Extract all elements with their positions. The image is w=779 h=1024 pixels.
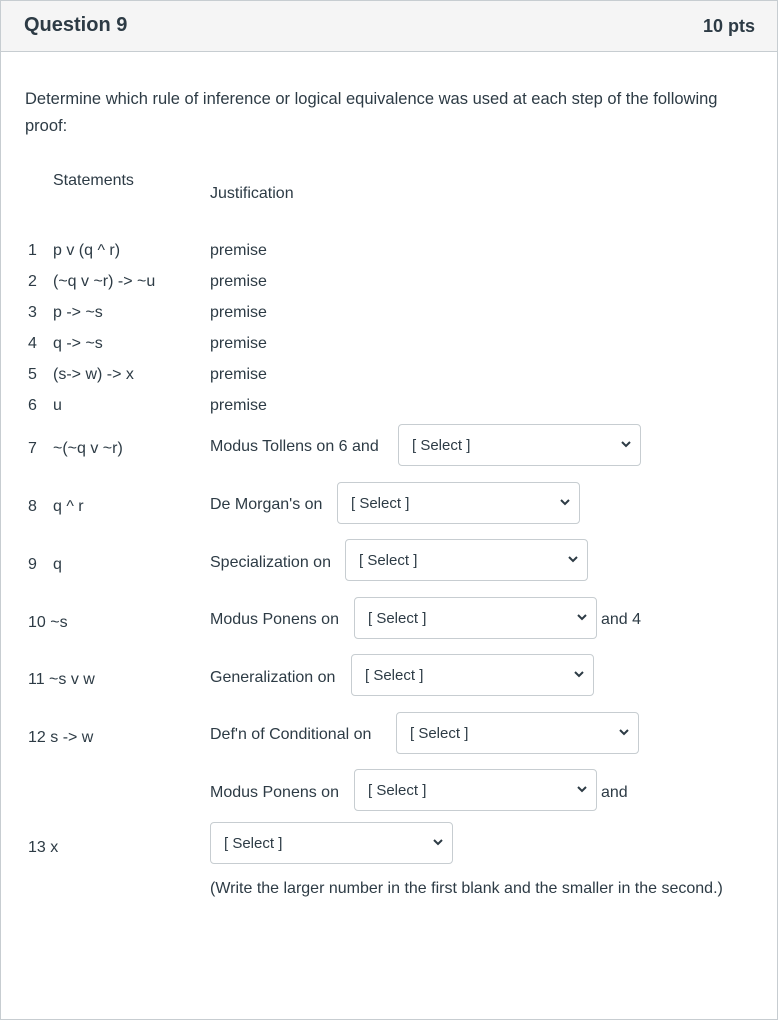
row-13-select-second-value: [ Select ] bbox=[224, 834, 283, 852]
chevron-down-icon bbox=[576, 783, 588, 795]
row-5-justification: premise bbox=[210, 366, 267, 383]
row-6-number: 6 bbox=[28, 397, 37, 414]
question-points: 10 pts bbox=[702, 16, 755, 36]
question-title: Question 9 bbox=[24, 14, 128, 36]
row-1-justification: premise bbox=[210, 242, 267, 259]
row-11-select-value: [ Select ] bbox=[365, 666, 424, 684]
chevron-down-icon bbox=[559, 496, 571, 508]
row-2-number: 2 bbox=[28, 273, 37, 290]
row-11-statement: 11 ~s v w bbox=[28, 671, 95, 688]
row-6-statement: u bbox=[53, 397, 62, 414]
row-7-select[interactable] bbox=[398, 424, 641, 466]
row-7-justification: Modus Tollens on 6 and bbox=[210, 438, 379, 455]
row-1-statement: p v (q ^ r) bbox=[53, 242, 121, 259]
row-10-select-value: [ Select ] bbox=[368, 609, 427, 627]
row-2-justification: premise bbox=[210, 273, 267, 290]
row-7-select-value: [ Select ] bbox=[412, 436, 471, 454]
row-11-justification: Generalization on bbox=[210, 669, 336, 686]
row-9-number: 9 bbox=[28, 556, 37, 573]
row-10-after-text: and 4 bbox=[601, 611, 642, 628]
row-5-statement: (s-> w) -> x bbox=[53, 366, 134, 383]
row-3-number: 3 bbox=[28, 304, 37, 321]
row-9-statement: q bbox=[53, 556, 62, 573]
row-12-select[interactable] bbox=[396, 712, 639, 754]
row-13-statement: 13 x bbox=[28, 839, 59, 856]
row-8-select-value: [ Select ] bbox=[351, 494, 410, 512]
chevron-down-icon bbox=[573, 668, 585, 680]
chevron-down-icon bbox=[567, 553, 579, 565]
row-13-select-second[interactable] bbox=[210, 822, 453, 864]
row-4-justification: premise bbox=[210, 335, 267, 352]
row-10-statement: 10 ~s bbox=[28, 614, 68, 631]
row-12-justification: Def'n of Conditional on bbox=[210, 726, 372, 743]
row-13-after-text: and bbox=[601, 784, 628, 801]
row-3-statement: p -> ~s bbox=[53, 304, 103, 321]
row-9-select-value: [ Select ] bbox=[359, 551, 418, 569]
row-8-justification: De Morgan's on bbox=[210, 496, 323, 513]
statements-header: Statements bbox=[53, 172, 134, 189]
row-12-statement: 12 s -> w bbox=[28, 729, 94, 746]
chevron-down-icon bbox=[618, 726, 630, 738]
row-10-justification: Modus Ponens on bbox=[210, 611, 339, 628]
row-5-number: 5 bbox=[28, 366, 37, 383]
row-8-select[interactable] bbox=[337, 482, 580, 524]
row-9-justification: Specialization on bbox=[210, 554, 331, 571]
chevron-down-icon bbox=[576, 611, 588, 623]
row-8-statement: q ^ r bbox=[53, 498, 84, 515]
row-11-select[interactable] bbox=[351, 654, 594, 696]
row-4-statement: q -> ~s bbox=[53, 335, 103, 352]
row-1-number: 1 bbox=[28, 242, 37, 259]
instruction-note: (Write the larger number in the first blank and the smaller in the second.) bbox=[210, 880, 723, 897]
chevron-down-icon bbox=[432, 836, 444, 848]
row-6-justification: premise bbox=[210, 397, 267, 414]
row-12-select-value: [ Select ] bbox=[410, 724, 469, 742]
row-13-select-first-value: [ Select ] bbox=[368, 781, 427, 799]
row-7-statement: ~(~q v ~r) bbox=[53, 440, 123, 457]
question-prompt: Determine which rule of inference or logical equivalence was used at each step of the following proof: bbox=[25, 90, 718, 135]
row-7-number: 7 bbox=[28, 440, 37, 457]
row-9-select[interactable] bbox=[345, 539, 588, 581]
row-13-justification: Modus Ponens on bbox=[210, 784, 339, 801]
row-2-statement: (~q v ~r) -> ~u bbox=[53, 273, 156, 290]
row-8-number: 8 bbox=[28, 498, 37, 515]
row-4-number: 4 bbox=[28, 335, 37, 352]
question-header bbox=[1, 1, 777, 52]
chevron-down-icon bbox=[620, 438, 632, 450]
row-13-select-first[interactable] bbox=[354, 769, 597, 811]
justification-header: Justification bbox=[210, 185, 294, 202]
row-3-justification: premise bbox=[210, 304, 267, 321]
row-10-select[interactable] bbox=[354, 597, 597, 639]
